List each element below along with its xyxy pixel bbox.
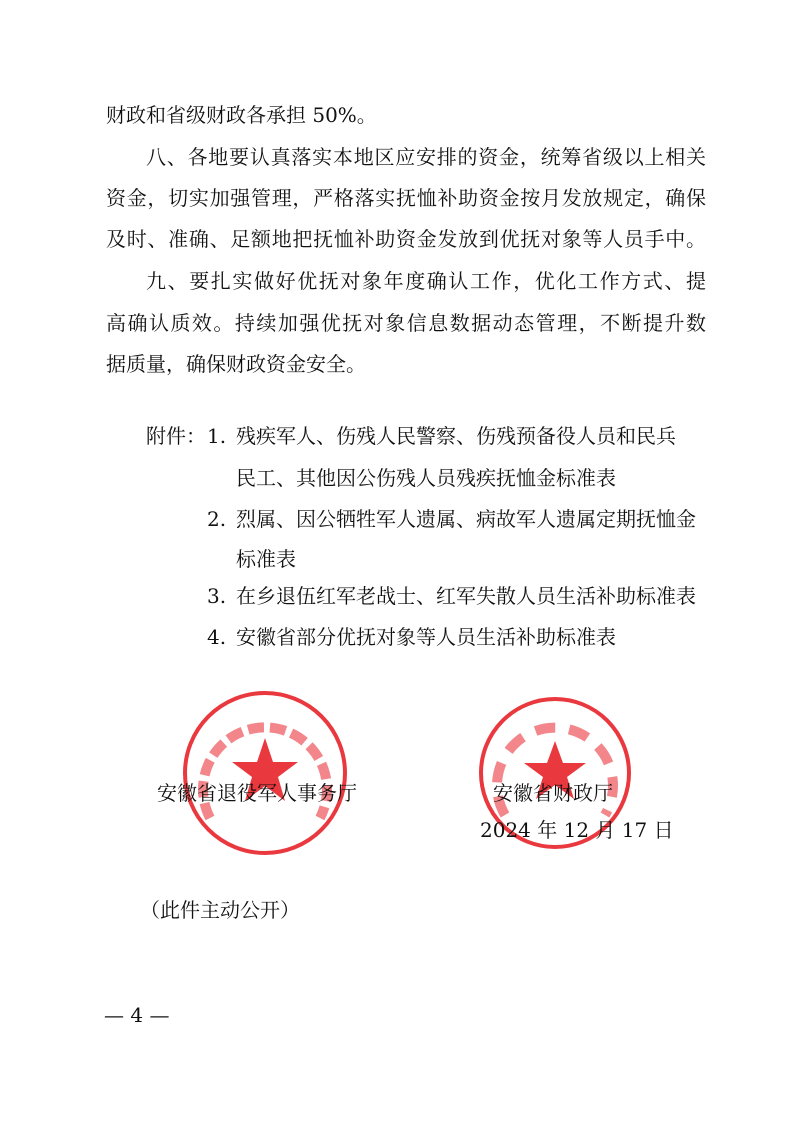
attachment-num: 4. <box>207 625 227 649</box>
attachment-line: 烈属、因公牺牲军人遗属、病故军人遗属定期抚恤金 <box>236 507 696 531</box>
official-seal-veterans-affairs <box>180 688 350 858</box>
attachments-label: 附件： <box>146 424 206 448</box>
attachment-num: 2. <box>207 507 227 531</box>
attachment-num: 1. <box>207 424 227 448</box>
attachment-line: 残疾军人、伤残人民警察、伤残预备役人员和民兵 <box>236 424 676 448</box>
body-line: 据质量，确保财政资金安全。 <box>106 352 366 376</box>
body-line: 高确认质效。持续加强优抚对象信息数据动态管理，不断提升数 <box>106 311 706 335</box>
page-number: — 4 — <box>104 1003 170 1027</box>
attachment-line: 民工、其他因公伤残人员残疾抚恤金标准表 <box>236 466 616 490</box>
signature-org-finance: 安徽省财政厅 <box>493 781 613 805</box>
signature-org-veterans: 安徽省退役军人事务厅 <box>157 781 357 805</box>
attachment-line: 标准表 <box>236 547 296 571</box>
attachment-line: 在乡退伍红军老战士、红军失散人员生活补助标准表 <box>236 584 696 608</box>
body-line: 及时、准确、足额地把抚恤补助资金发放到优抚对象等人员手中。 <box>106 227 706 251</box>
disclosure-note: （此件主动公开） <box>140 898 300 922</box>
attachment-num: 3. <box>207 584 227 608</box>
signature-date: 2024 年 12 月 17 日 <box>480 818 674 842</box>
attachment-line: 安徽省部分优抚对象等人员生活补助标准表 <box>236 625 616 649</box>
body-line: 财政和省级财政各承担 50%。 <box>106 103 377 127</box>
body-line: 资金，切实加强管理，严格落实抚恤补助资金按月发放规定，确保 <box>106 186 706 210</box>
body-line: 九、要扎实做好优抚对象年度确认工作，优化工作方式、提 <box>146 269 706 293</box>
body-line: 八、各地要认真落实本地区应安排的资金，统筹省级以上相关 <box>146 145 706 169</box>
